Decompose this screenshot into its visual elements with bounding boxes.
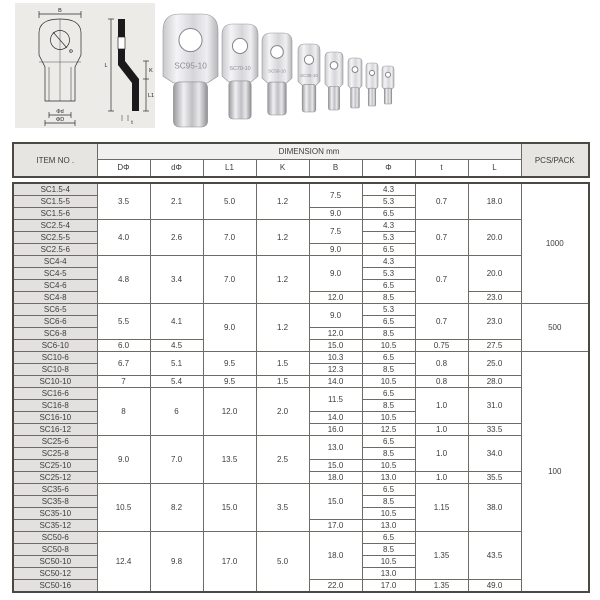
item-no-cell: SC35-10 [13, 508, 97, 520]
lug-barrel [368, 88, 375, 106]
spec-cell: 9.8 [150, 532, 203, 593]
lug-barrel [328, 86, 339, 110]
spec-cell: 9.5 [203, 352, 256, 376]
lug-hole [330, 62, 338, 70]
spec-cell: 12.0 [203, 388, 256, 436]
spec-cell: 13.0 [362, 472, 415, 484]
column-header-phi: Φ [362, 159, 415, 177]
cable-lug [222, 24, 258, 119]
spec-table-body [12, 182, 590, 593]
spec-table [12, 142, 590, 593]
column-header-k: K [256, 159, 309, 177]
spec-cell: 6.5 [362, 352, 415, 364]
spec-cell: 0.8 [415, 376, 468, 388]
column-header-l1: L1 [203, 159, 256, 177]
lug-barrel [384, 88, 391, 104]
spec-cell: 10.5 [362, 556, 415, 568]
item-no-cell: SC1.5-4 [13, 183, 97, 196]
spec-cell: 0.7 [415, 304, 468, 340]
spec-cell: 6.5 [362, 316, 415, 328]
spec-cell: 28.0 [468, 376, 521, 388]
diagram-label-l1: L1 [147, 93, 155, 99]
spec-cell: 1.2 [256, 220, 309, 256]
spec-cell: 5.1 [150, 352, 203, 376]
side-view-body [118, 49, 139, 111]
spec-cell: 6.5 [362, 388, 415, 400]
spec-cell: 7.5 [309, 220, 362, 244]
lug-engraving: SC50-10 [268, 68, 286, 74]
spec-cell: 4.1 [150, 304, 203, 340]
lug-head [366, 63, 378, 89]
spec-cell: 2.1 [150, 183, 203, 220]
spec-cell: 10.5 [362, 460, 415, 472]
spec-cell: 15.0 [309, 340, 362, 352]
item-no-cell: SC10-10 [13, 376, 97, 388]
spec-cell: 8.5 [362, 448, 415, 460]
item-no-cell: SC25-12 [13, 472, 97, 484]
spec-cell: 6.7 [97, 352, 150, 376]
item-no-cell: SC2.5-4 [13, 220, 97, 232]
spec-cell: 10.5 [362, 412, 415, 424]
diagram-label-phid: Φd [56, 109, 64, 115]
spec-cell: 10.5 [97, 484, 150, 532]
spec-cell: 38.0 [468, 484, 521, 532]
spec-cell: 1.0 [415, 436, 468, 472]
spec-cell: 8 [97, 388, 150, 436]
lug-barrel [173, 82, 207, 127]
lug-barrel [351, 88, 360, 109]
item-no-cell: SC50-6 [13, 532, 97, 544]
spec-cell: 4.3 [362, 256, 415, 268]
spec-cell: 13.5 [203, 436, 256, 484]
item-no-cell: SC35-6 [13, 484, 97, 496]
spec-cell: 13.0 [362, 520, 415, 532]
item-no-cell: SC6-5 [13, 304, 97, 316]
spec-cell: 11.5 [309, 388, 362, 412]
item-no-cell: SC1.5-6 [13, 208, 97, 220]
spec-cell: 8.2 [150, 484, 203, 532]
spec-cell: 14.0 [309, 376, 362, 388]
diagram-label-k: K [149, 68, 153, 74]
spec-cell: 8.5 [362, 292, 415, 304]
spec-cell: 4.0 [97, 220, 150, 256]
lug-hole [271, 46, 284, 59]
spec-cell: 7.0 [203, 256, 256, 304]
spec-cell: 5.0 [203, 183, 256, 220]
column-header-dimension: DIMENSION mm [97, 143, 521, 159]
spec-cell: 500 [521, 304, 589, 352]
spec-cell: 12.3 [309, 364, 362, 376]
spec-cell: 15.0 [309, 460, 362, 472]
spec-cell: 23.0 [468, 304, 521, 340]
item-no-cell: SC16-12 [13, 424, 97, 436]
spec-cell: 0.7 [415, 183, 468, 220]
spec-cell: 10.5 [362, 376, 415, 388]
spec-cell: 5.3 [362, 196, 415, 208]
spec-cell: 22.0 [309, 580, 362, 593]
spec-cell: 3.4 [150, 256, 203, 304]
spec-cell: 2.5 [256, 436, 309, 484]
item-no-cell: SC1.5-5 [13, 196, 97, 208]
spec-cell: 1.0 [415, 424, 468, 436]
item-no-cell: SC4-5 [13, 268, 97, 280]
spec-cell: 1.0 [415, 388, 468, 424]
diagram-label-phiD: ΦD [55, 117, 65, 123]
lug-barrel [268, 82, 287, 115]
cable-lug [382, 66, 394, 104]
item-no-cell: SC50-16 [13, 580, 97, 593]
lug-hole [385, 72, 390, 77]
item-no-cell: SC4-4 [13, 256, 97, 268]
spec-cell: 4.3 [362, 183, 415, 196]
spec-cell: 18.0 [468, 183, 521, 220]
spec-cell: 8.5 [362, 544, 415, 556]
spec-cell: 35.5 [468, 472, 521, 484]
spec-cell: 1.0 [415, 472, 468, 484]
spec-cell: 0.7 [415, 220, 468, 256]
lug-barrel [229, 81, 251, 119]
cable-lug [366, 63, 378, 106]
spec-cell: 9.0 [309, 208, 362, 220]
technical-diagram [15, 3, 155, 128]
item-no-cell: SC25-8 [13, 448, 97, 460]
spec-cell: 6.5 [362, 280, 415, 292]
spec-cell: 20.0 [468, 256, 521, 292]
technical-diagram-panel [15, 3, 155, 128]
spec-cell: 10.5 [362, 340, 415, 352]
spec-cell: 1000 [521, 183, 589, 304]
spec-cell: 6.5 [362, 244, 415, 256]
spec-cell: 5.4 [150, 376, 203, 388]
cable-lug [348, 58, 362, 108]
spec-cell: 9.0 [309, 304, 362, 328]
column-header-l: L [468, 159, 521, 177]
spec-cell: 4.8 [97, 256, 150, 304]
cable-lug [325, 52, 343, 110]
spec-cell: 1.2 [256, 183, 309, 220]
spec-cell: 1.35 [415, 580, 468, 593]
spec-cell: 6.5 [362, 208, 415, 220]
spec-cell: 9.0 [97, 436, 150, 484]
item-no-cell: SC10-6 [13, 352, 97, 364]
spec-cell: 2.0 [256, 388, 309, 436]
spec-cell: 12.5 [362, 424, 415, 436]
side-view-top [118, 19, 125, 37]
spec-cell: 9.0 [309, 256, 362, 292]
spec-cell: 1.5 [256, 376, 309, 388]
item-no-cell: SC2.5-6 [13, 244, 97, 256]
spec-cell: 1.2 [256, 304, 309, 352]
item-no-cell: SC6-6 [13, 316, 97, 328]
column-header-small-d-phi: dΦ [150, 159, 203, 177]
cable-lug [298, 44, 320, 112]
spec-cell: 43.5 [468, 532, 521, 580]
item-no-cell: SC4-6 [13, 280, 97, 292]
diagram-label-b: B [58, 8, 62, 14]
spec-cell: 4.3 [362, 220, 415, 232]
spec-cell: 4.5 [150, 340, 203, 352]
spec-cell: 17.0 [309, 520, 362, 532]
lug-hole [304, 55, 313, 64]
spec-cell: 1.2 [256, 256, 309, 304]
spec-cell: 100 [521, 352, 589, 593]
spec-cell: 0.7 [415, 256, 468, 304]
spec-cell: 20.0 [468, 220, 521, 256]
spec-cell: 5.3 [362, 268, 415, 280]
spec-cell: 9.5 [203, 376, 256, 388]
spec-cell: 3.5 [256, 484, 309, 532]
lug-head [325, 52, 343, 87]
spec-cell: 23.0 [468, 292, 521, 304]
item-no-cell: SC50-10 [13, 556, 97, 568]
diagram-label-t: t [131, 120, 133, 126]
spec-cell: 6.5 [362, 484, 415, 496]
spec-cell: 7.5 [309, 183, 362, 208]
spec-cell: 18.0 [309, 472, 362, 484]
spec-cell: 15.0 [203, 484, 256, 532]
spec-cell: 31.0 [468, 388, 521, 424]
spec-cell: 34.0 [468, 436, 521, 472]
lug-engraving: SC70-10 [229, 65, 251, 72]
spec-cell: 6 [150, 388, 203, 436]
spec-cell: 6.0 [97, 340, 150, 352]
item-no-cell: SC6-8 [13, 328, 97, 340]
spec-cell: 0.75 [415, 340, 468, 352]
spec-cell: 8.5 [362, 328, 415, 340]
spec-cell: 12.0 [309, 328, 362, 340]
lug-barrel [302, 84, 316, 112]
item-no-cell: SC16-6 [13, 388, 97, 400]
spec-cell: 10.3 [309, 352, 362, 364]
item-no-cell: SC35-8 [13, 496, 97, 508]
spec-cell: 8.5 [362, 496, 415, 508]
spec-cell: 27.5 [468, 340, 521, 352]
spec-cell: 5.3 [362, 304, 415, 316]
spec-cell: 2.6 [150, 220, 203, 256]
spec-cell: 1.15 [415, 484, 468, 532]
spec-cell: 33.5 [468, 424, 521, 436]
spec-cell: 9.0 [309, 244, 362, 256]
spec-cell: 25.0 [468, 352, 521, 376]
product-photo [160, 0, 410, 133]
spec-cell: 1.5 [256, 352, 309, 376]
diagram-label-phi: Φ [68, 49, 74, 55]
cable-lug [163, 14, 218, 127]
item-no-cell: SC16-10 [13, 412, 97, 424]
lug-engraving: SC95-10 [174, 61, 207, 71]
cable-lug [262, 33, 292, 115]
item-no-cell: SC25-10 [13, 460, 97, 472]
item-no-cell: SC2.5-5 [13, 232, 97, 244]
lug-head [348, 58, 362, 89]
product-photo-svg [160, 0, 410, 133]
spec-cell: 12.4 [97, 532, 150, 593]
column-header-b: B [309, 159, 362, 177]
column-header-d-phi: DΦ [97, 159, 150, 177]
item-no-cell: SC6-10 [13, 340, 97, 352]
lug-hole [369, 70, 374, 75]
spec-cell: 0.8 [415, 352, 468, 376]
spec-cell: 6.5 [362, 532, 415, 544]
spec-cell: 3.5 [97, 183, 150, 220]
spec-table-header [12, 142, 590, 178]
lug-hole [232, 38, 247, 53]
spec-cell: 14.0 [309, 412, 362, 424]
spec-cell: 7.0 [203, 220, 256, 256]
column-header-t: t [415, 159, 468, 177]
spec-cell: 15.0 [309, 484, 362, 520]
spec-cell: 8.5 [362, 364, 415, 376]
spec-cell: 9.0 [203, 304, 256, 352]
item-no-cell: SC50-12 [13, 568, 97, 580]
column-header-item-no: ITEM NO . [13, 143, 97, 177]
spec-cell: 8.5 [362, 400, 415, 412]
spec-cell: 17.0 [362, 580, 415, 593]
item-no-cell: SC16-8 [13, 400, 97, 412]
spec-cell: 10.5 [362, 508, 415, 520]
item-no-cell: SC25-6 [13, 436, 97, 448]
column-header-pcs-pack: PCS/PACK [521, 143, 589, 177]
item-no-cell: SC35-12 [13, 520, 97, 532]
spec-cell: 16.0 [309, 424, 362, 436]
diagram-label-l: L [104, 63, 108, 69]
spec-cell: 49.0 [468, 580, 521, 593]
spec-cell: 12.0 [309, 292, 362, 304]
item-no-cell: SC4-8 [13, 292, 97, 304]
spec-cell: 1.35 [415, 532, 468, 580]
lug-hole [352, 67, 358, 73]
spec-cell: 5.5 [97, 304, 150, 340]
spec-cell: 7 [97, 376, 150, 388]
item-no-cell: SC10-8 [13, 364, 97, 376]
spec-cell: 5.3 [362, 232, 415, 244]
spec-cell: 13.0 [309, 436, 362, 460]
lug-hole [179, 29, 202, 52]
spec-cell: 5.0 [256, 532, 309, 593]
spec-cell: 17.0 [203, 532, 256, 593]
item-no-cell: SC50-8 [13, 544, 97, 556]
spec-cell: 18.0 [309, 532, 362, 580]
lug-engraving: SC35-10 [300, 72, 318, 78]
spec-cell: 13.0 [362, 568, 415, 580]
spec-cell: 6.5 [362, 436, 415, 448]
spec-cell: 7.0 [150, 436, 203, 484]
